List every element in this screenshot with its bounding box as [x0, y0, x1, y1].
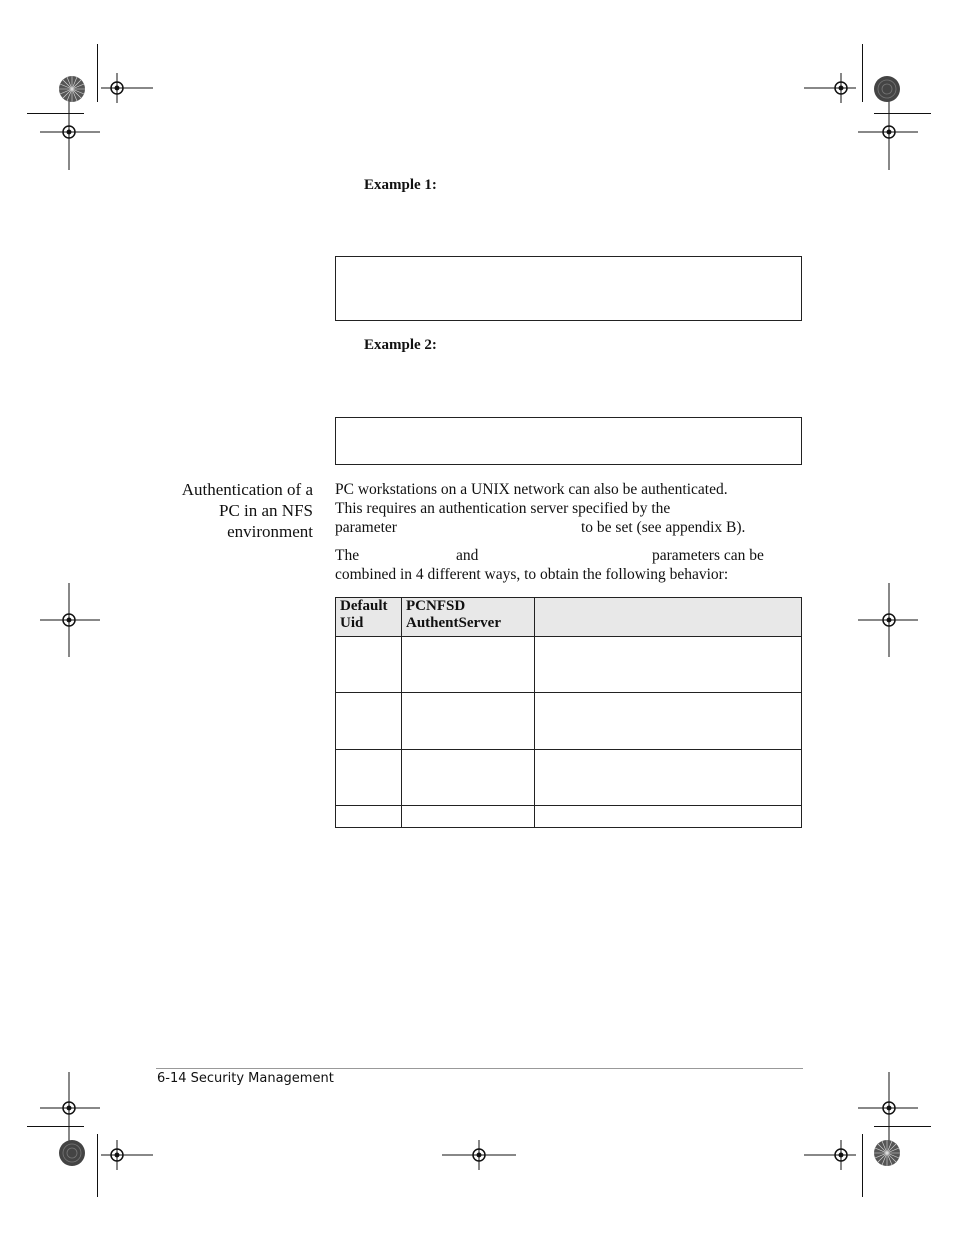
column-header-behavior	[535, 598, 802, 637]
table-row	[336, 637, 802, 693]
table-header-row	[336, 598, 802, 637]
paragraph-line: and	[456, 547, 479, 564]
table-cell	[535, 750, 802, 806]
paragraph-line: This requires an authentication server specified by the	[335, 500, 671, 517]
table-cell	[336, 637, 402, 693]
registration-mark-icon	[40, 1072, 100, 1142]
paragraph-line: parameter	[335, 519, 397, 536]
column-header-default-uid	[336, 598, 402, 637]
footer-rule	[156, 1068, 803, 1069]
section-heading	[182, 479, 313, 542]
paragraph-line: The	[335, 547, 360, 564]
example-1-label: Example 1:	[364, 177, 437, 193]
starburst-mark-icon	[58, 75, 86, 103]
table-cell	[402, 637, 535, 693]
table-cell	[535, 693, 802, 750]
header-line: PCNFSD	[406, 598, 466, 614]
registration-mark-icon	[858, 583, 918, 657]
starburst-mark-icon	[873, 75, 901, 103]
page-footer: 6-14 Security Management	[157, 1071, 334, 1086]
parameter-table	[335, 597, 802, 828]
registration-mark-icon	[804, 1140, 856, 1170]
section-heading-line: PC in an NFS	[219, 501, 313, 520]
table-cell	[402, 693, 535, 750]
paragraph-line: combined in 4 different ways, to obtain the following behavior:	[335, 566, 729, 583]
table-cell	[535, 637, 802, 693]
header-line: AuthentServer	[406, 615, 501, 631]
table-row	[336, 806, 802, 828]
registration-mark-icon	[858, 100, 918, 170]
column-header-pcnfsd-authentserver	[402, 598, 535, 637]
paragraph-line: to be set (see appendix B).	[581, 519, 746, 536]
example-2-label: Example 2:	[364, 337, 437, 353]
starburst-mark-icon	[58, 1139, 86, 1167]
table-cell	[535, 806, 802, 828]
registration-mark-icon	[40, 100, 100, 170]
example-2-box	[335, 417, 802, 465]
registration-mark-icon	[442, 1140, 516, 1170]
registration-mark-icon	[804, 73, 856, 103]
table-row	[336, 693, 802, 750]
registration-mark-icon	[858, 1072, 918, 1142]
table-cell	[402, 806, 535, 828]
registration-mark-icon	[40, 583, 100, 657]
starburst-mark-icon	[873, 1139, 901, 1167]
section-heading-line: environment	[227, 522, 313, 541]
paragraph-line: PC workstations on a UNIX network can also be authenticated.	[335, 481, 728, 498]
table-cell	[336, 806, 402, 828]
registration-mark-icon	[101, 1140, 153, 1170]
section-heading-line: Authentication of a	[181, 480, 313, 499]
table-cell	[402, 750, 535, 806]
registration-mark-icon	[101, 73, 153, 103]
table-cell	[336, 750, 402, 806]
example-1-box	[335, 256, 802, 321]
paragraph-line: parameters can be	[652, 547, 764, 564]
header-line: Uid	[340, 615, 364, 631]
table-cell	[336, 693, 402, 750]
header-line: Default	[340, 598, 388, 614]
table-row	[336, 750, 802, 806]
